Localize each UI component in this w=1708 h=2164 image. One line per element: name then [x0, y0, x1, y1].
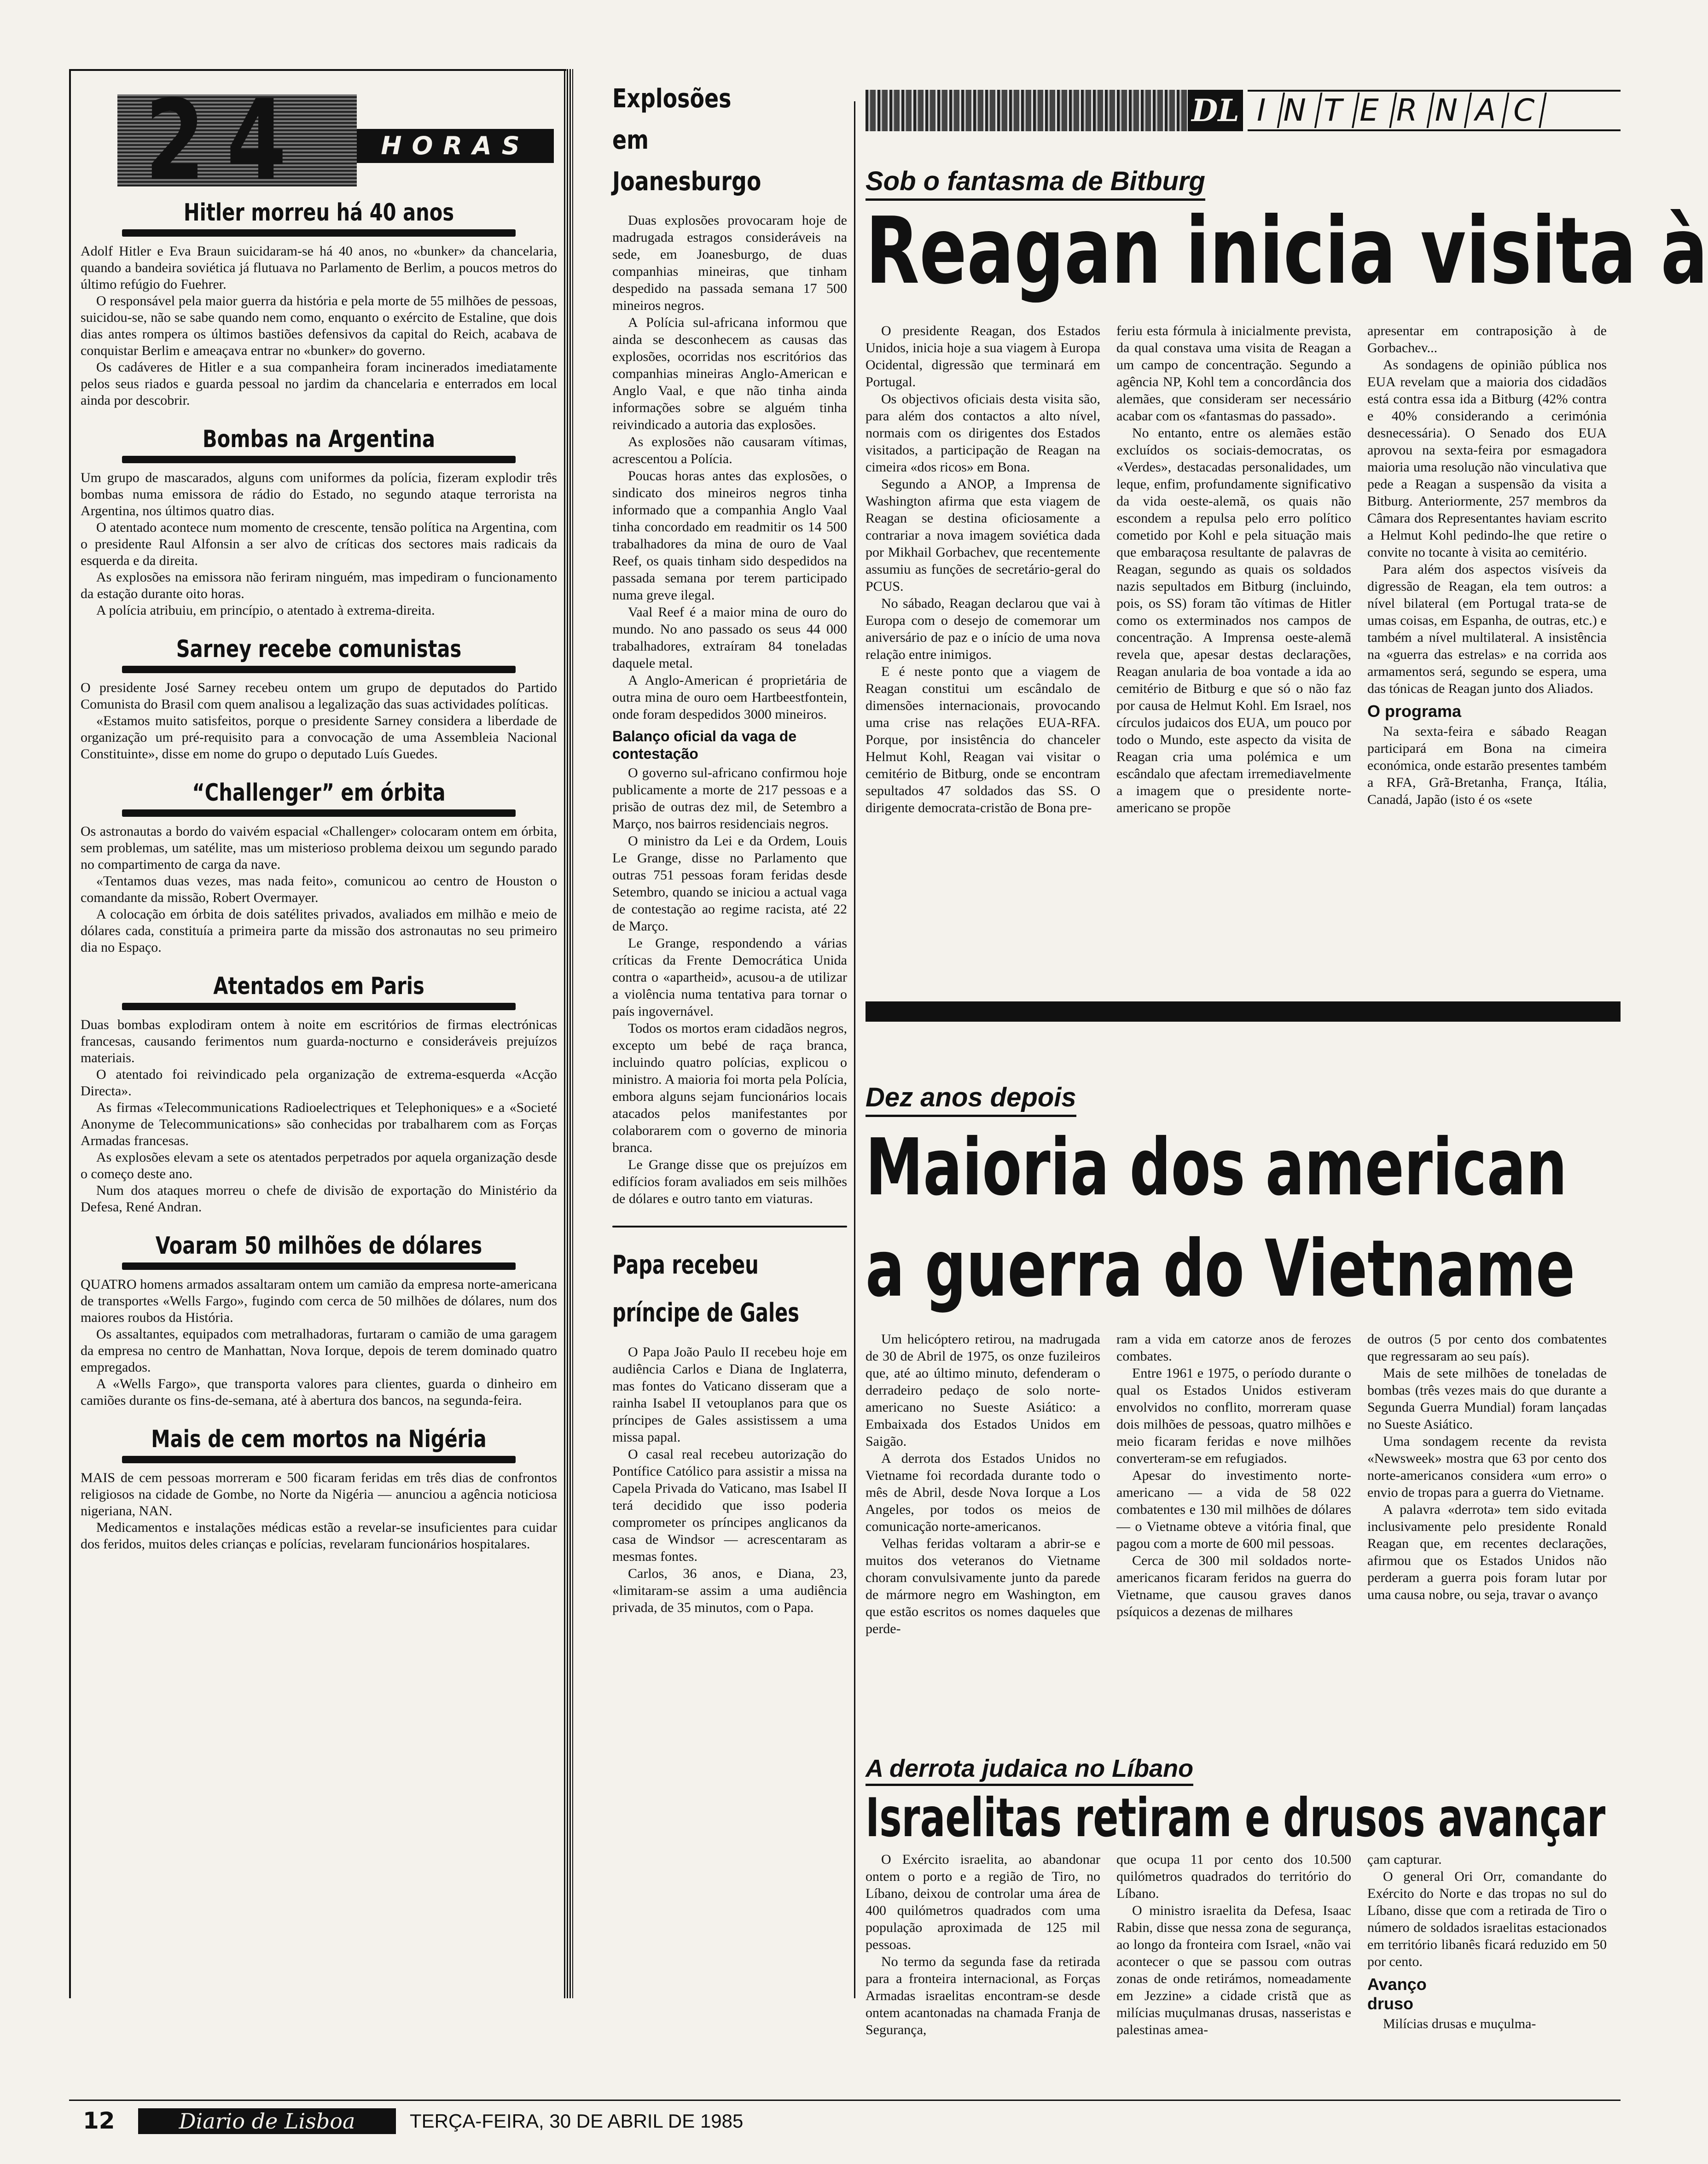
vietname-paragraph: Apesar do investimento norte-americano — a vida de 58 022 combatentes e 130 mil milhões de dólares — o Vietname obteve a vitória final, que pagou com a morte de 600 mil pessoas.: [1116, 1468, 1351, 1551]
libano-paragraph: O general Ori Orr, comandante do Exército do Norte e das tropas no sul do Líbano, disse que com a retirada de Tiro o número de soldados israelitas estacionados em território libanês ficará reduzido em 50 por cento.: [1367, 1869, 1607, 1969]
brief-paragraph: Duas bombas explodiram ontem à noite em escritórios de firmas electrónicas francesas, causando ferimentos num guarda-nocturno e consideráveis prejuízos materiais.: [81, 1017, 557, 1065]
explosoes-headline-line-1: Explosões: [612, 84, 732, 114]
section-title-internacional: [1248, 90, 1621, 131]
brief-story: [81, 198, 557, 409]
headline-underline-bar: [122, 809, 516, 817]
logo-numbers: 24: [145, 76, 308, 205]
brief-headline: Sarney recebe comunistas: [176, 635, 462, 663]
explosoes-paragraph: A Polícia sul-africana informou que ainda se desconhecem as causas das explosões, ocorridas nos escritórios das companhias mineiras Anglo-American e Anglo Vaal, e que não tinha ainda informações sobre se alguém tinha reivindicado a autoria das explosões.: [612, 315, 847, 432]
reagan-paragraph: feriu esta fórmula à inicialmente prevista, da qual constava uma visita de Reagan a um campo de concentração. Segundo a agência NP, Kohl tem a concordância dos alemães, que consideram ser necessário acabar com os «fantasmas do passado».: [1116, 323, 1351, 424]
reagan-paragraph: E é neste ponto que a viagem de Reagan constitui um escândalo de dimensões internacionais, provocando uma crise nas relações EUA-RFA. Porque, por insistência do chanceler Helmut Kohl, Reagan vai visitar o cemitério de Bitburg, onde se encontram sepultados 47 soldados das SS. O dirigente democrata-cristão de Bona pre-: [866, 664, 1100, 815]
issue-date: TERÇA-FEIRA, 30 DE ABRIL DE 1985: [410, 2110, 744, 2132]
libano-paragraph: O ministro israelita da Defesa, Isaac Rabin, disse que nessa zona de segurança, ao longo da fronteira com Israel, «não vai acontecer o que se passou com outras zonas de onde retirámos, nomeadamente em Jezzine» a cidade cristã que as milícias muçulmanas drusas, nasseristas e palestinas amea-: [1116, 1903, 1351, 2037]
brief-paragraph: Os astronautas a bordo do vaivém espacial «Challenger» colocaram ontem em órbita, sem problemas, um satélite, mas um misterioso problema deixou um segundo parado no compartimento de carga da nave.: [81, 824, 557, 872]
explosoes-paragraph: As explosões não causaram vítimas, acrescentou a Polícia.: [612, 434, 847, 466]
libano-text-col-1: [866, 1851, 1100, 2038]
libano-paragraph: çam capturar.: [1367, 1852, 1442, 1867]
explosoes-paragraph: O governo sul-africano confirmou hoje publicamente a morte de 217 pessoas e a prisão de outras dez mil, de Setembro a Março, nos bairros residenciais negros.: [612, 765, 847, 832]
explosoes-paragraph: O ministro da Lei e da Ordem, Louis Le Grange, disse no Parlamento que outras 751 pessoas foram feridas desde Setembro, quando se iniciou a actual vaga de contestação ao regime racista, até 22 de Março.: [612, 833, 847, 934]
middle-news-column: [612, 78, 847, 2003]
vietname-paragraph: Cerca de 300 mil soldados norte-americanos ficaram feridos na guerra do Vietname, que causou graves danos psíquicos a dezenas de milhares: [1116, 1553, 1351, 1619]
brief-headline: Voaram 50 milhões de dólares: [155, 1232, 482, 1260]
reagan-after-subhead: Na sexta-feira e sábado Reagan participará em Bona na cimeira económica, onde estarão presentes também a RFA, Grã-Bretanha, França, Itália, Canadá, Japão (isto é os «sete: [1367, 724, 1607, 807]
brief-headline: Bombas na Argentina: [202, 425, 436, 453]
brief-story: [81, 634, 557, 762]
explosoes-paragraph: Poucas horas antes das explosões, o sindicato dos mineiros negros tinha informado que a companhia Anglo Vaal tinha concordado em readmitir os 14 500 trabalhadores da mina de ouro de Vaal Reef, os quais tinham sido despedidos na passada semana por terem participado numa greve ilegal.: [612, 468, 847, 603]
left-frame-left-line: [69, 69, 71, 1998]
section-logo-dl: DL: [1188, 90, 1243, 131]
vietname-paragraph: Mais de sete milhões de toneladas de bombas (três vezes mais do que durante a Segunda Guerra Mundial) foram lançadas no Sueste Asiático.: [1367, 1366, 1607, 1432]
brief-paragraph: O responsável pela maior guerra da história e pela morte de 55 milhões de pessoas, suicidou-se, não se sabe quando nem como, enquanto o exército de Estaline, que dois dias antes rompera os últimos bastiões defensivos da capital do Reich, acabava de conquistar Berlim e ameaçava entrar no «bunker» do governo.: [81, 293, 557, 358]
left-frame-right-line: [564, 69, 573, 1998]
left-news-column: [81, 198, 557, 1998]
page-footer: [69, 2100, 1621, 2152]
brief-story: [81, 971, 557, 1216]
vietname-text-col-3: [1367, 1331, 1607, 1603]
headline-underline-bar: [122, 229, 516, 237]
brief-paragraph: Num dos ataques morreu o chefe de divisão de exportação do Ministério da Defesa, René Andran.: [81, 1183, 557, 1215]
reagan-bottom-bar: [866, 1001, 1621, 1022]
vietname-paragraph: Um helicóptero retirou, na madrugada de 30 de Abril de 1975, os onze fuzileiros que, até ao último minuto, defenderam o derradeiro pedaço de solo norte-americano no Sueste Asiático: a Embaixada dos Estados Unidos em Saigão.: [866, 1332, 1100, 1449]
vietname-paragraph: ram a vida em catorze anos de ferozes combates.: [1116, 1332, 1351, 1364]
vietname-paragraph: Entre 1961 e 1975, o período durante o qual os Estados Unidos estiveram envolvidos no conflito, morreram quase dois milhões de pessoas, quatro milhões e meio ficaram feridas e nove milhões converteram-se em refugiados.: [1116, 1366, 1351, 1466]
reagan-paragraph: As sondagens de opinião pública nos EUA revelam que a maioria dos cidadãos está contra essa ida a Bitburg (42% contra e 40% considerando a cerimónia desnecessária). O Senado dos EUA aprovou na sexta-feira por esmagadora maioria uma resolução não vinculativa que pede a Reagan a suspensão da visita a Bitburg. Anteriormente, 257 membros da Câmara dos Representantes haviam escrito a Helmut Kohl pedindo-lhe que retire o convite no tocante à visita ao cemitério.: [1367, 357, 1607, 560]
brief-paragraph: As firmas «Telecommunications Radioelectriques et Telephoniques» e a «Societé Anonyme de Telecommunications» são conhecidas por trabalharem com as Forças Armadas francesas.: [81, 1100, 557, 1148]
headline-underline-bar: [122, 456, 516, 463]
libano-headline: Israelitas retiram e drusos avançar: [866, 1787, 1606, 1849]
vietname-headline-line-1: Maioria dos american: [866, 1122, 1568, 1213]
brief-story: [81, 1231, 557, 1409]
vietname-headline: [866, 1117, 1575, 1320]
brief-paragraph: «Tentamos duas vezes, mas nada feito», comunicou ao centro de Houston o comandante da missão, Robert Overmayer.: [81, 873, 557, 905]
papa-headline-line-1: Papa recebeu: [612, 1250, 759, 1280]
papa-headline-line-2: príncipe de Gales: [612, 1298, 799, 1328]
reagan-paragraph: No sábado, Reagan declarou que vai à Europa com o desejo de comemorar um aniversário de paz e o início de uma nova relação entre inimigos.: [866, 596, 1100, 662]
brief-paragraph: As explosões na emissora não feriram ninguém, mas impediram o funcionamento da estação durante oito horas.: [81, 570, 557, 601]
papa-divider: [612, 1226, 847, 1227]
reagan-paragraph: O presidente Reagan, dos Estados Unidos, inicia hoje a sua viagem à Europa Ocidental, digressão que terminará em Portugal.: [866, 323, 1100, 390]
brief-story: [81, 425, 557, 619]
explosoes-headline-line-3: Joanesburgo: [612, 167, 761, 197]
brief-paragraph: Adolf Hitler e Eva Braun suicidaram-se há 40 anos, no «bunker» da chancelaria, quando a bandeira soviética já flutuava no Parlamento de Berlim, a poucos metros do último refúgio do Fuehrer.: [81, 244, 557, 292]
brief-paragraph: A colocação em órbita de dois satélites privados, avaliados em milhão e meio de dólares cada, constituía a primeira parte da missão dos astronautas no seu primeiro dia no Espaço.: [81, 907, 557, 955]
vietname-paragraph: A palavra «derrota» tem sido evitada inclusivamente pelo presidente Ronald Reagan que, em recentes declarações, afirmou que os Estados Unidos não perderam a guerra pois foram lutar por uma causa nobre, ou seja, travar o avanço: [1367, 1502, 1607, 1602]
brief-paragraph: A polícia atribuiu, em princípio, o atentado à extrema-direita.: [96, 603, 435, 618]
reagan-paragraph: Para além dos aspectos visíveis da digressão de Reagan, ela tem outros: a nível bilateral (em Portugal trata-se de umas coisas, em Espanha, de outras, etc.) e também a nível multilateral. A insistência na «guerra das estrelas» e na corrida aos armamentos será, segundo se espera, uma das tónicas de Reagan junto dos Aliados.: [1367, 562, 1607, 696]
reagan-subhead: O programa: [1367, 702, 1462, 721]
reagan-text-col-3: [1367, 322, 1607, 808]
libano-text-col-3: [1367, 1851, 1607, 2032]
explosoes-paragraph: A Anglo-American é proprietária de outra mina de ouro oem Hartbeestfontein, onde foram despedidos 3000 mineiros.: [612, 673, 847, 722]
brief-paragraph: MAIS de cem pessoas morreram e 500 ficaram feridas em três dias de confrontos religiosos na cidade de Gombe, no Norte da Nigéria — anunciou a agência noticiosa nigeriana, NAN.: [81, 1470, 557, 1518]
reagan-text-col-2: [1116, 322, 1351, 816]
libano-paragraph: O Exército israelita, ao abandonar ontem o porto e a região de Tiro, no Líbano, deixou de controlar uma área de 400 quilómetros quadrados com uma população aproximada de 125 mil pessoas.: [866, 1852, 1100, 1952]
explosoes-paragraph: Vaal Reef é a maior mina de ouro do mundo. No ano passado os seus 44 000 trabalhadores, extraíram 84 toneladas daquele metal.: [612, 605, 847, 671]
brief-paragraph: O atentado foi reivindicado pela organização de extrema-esquerda «Acção Directa».: [81, 1067, 557, 1099]
vietname-headline-line-2: a guerra do Vietname: [866, 1223, 1575, 1315]
libano-kicker: A derrota judaica no Líbano: [866, 1754, 1193, 1786]
middle-column-right-rule: [854, 101, 855, 1998]
brief-headline: Mais de cem mortos na Nigéria: [151, 1425, 487, 1453]
logo-word: HORAS: [357, 129, 554, 163]
vietname-paragraph: Velhas feridas voltaram a abrir-se e muitos dos veteranos do Vietname choram convulsivamente junto da parede de mármore negro em Washington, em que estão escritos os nomes daqueles que perde-: [866, 1536, 1100, 1636]
reagan-kicker: Sob o fantasma de Bitburg: [866, 166, 1205, 201]
vietname-text-col-2: [1116, 1331, 1351, 1620]
logo-24-horas: [117, 76, 559, 205]
headline-underline-bar: [122, 1262, 516, 1270]
vietname-paragraph: Uma sondagem recente da revista «Newsweek» mostra que 63 por cento dos norte-americanos considera «um erro» o envio de tropas para a guerra do Vietname.: [1367, 1434, 1607, 1500]
brief-story: [81, 1425, 557, 1553]
brief-paragraph: Um grupo de mascarados, alguns com uniformes da polícia, fizeram explodir três bombas numa emissora de rádio do Estado, no segundo ataque terrorista na Argentina, nos últimos quatro dias.: [81, 470, 557, 518]
brief-paragraph: O presidente José Sarney recebeu ontem um grupo de deputados do Partido Comunista do Brasil com quem analisou a legalização das suas actividades políticas.: [81, 680, 557, 712]
section-header-pattern: [866, 90, 1188, 131]
brief-paragraph: Os cadáveres de Hitler e a sua companheira foram incinerados imediatamente pelos seus riados e guarda pessoal no jardim da chancelaria e enterrados em local ainda por descobrir.: [81, 360, 557, 408]
vietname-paragraph: A derrota dos Estados Unidos no Vietname foi recordada durante todo o mês de Abril, desde Nova Iorque a Los Angeles, por todos os meios de comunicação norte-americanos.: [866, 1451, 1100, 1534]
section-header-band: [866, 85, 1621, 136]
libano-subhead: Avanço druso: [1367, 1975, 1427, 2013]
reagan-paragraph: Segundo a ANOP, a Imprensa de Washington afirma que esta viagem de Reagan se destina oficiosamente a contrariar a nova imagem soviética dada por Mikhail Gorbachev, que recentemente assumiu as funções de secretário-geral do PCUS.: [866, 477, 1100, 594]
vietname-paragraph: de outros (5 por cento dos combatentes que regressaram ao seu país).: [1367, 1332, 1607, 1364]
section-title-text: INTERNAC: [1248, 93, 1552, 128]
headline-underline-bar: [122, 1456, 516, 1463]
headline-underline-bar: [122, 1003, 516, 1010]
papa-headline: [612, 1241, 799, 1337]
vietname-story: [866, 1082, 1621, 1750]
brief-paragraph: Medicamentos e instalações médicas estão a revelar-se insuficientes para cuidar dos feridos, muitos deles crianças e polícias, revelaram funcionários hospitalares.: [81, 1520, 557, 1552]
reagan-headline: Reagan inicia visita à: [866, 198, 1708, 305]
reagan-paragraph: No entanto, entre os alemães estão excluídos os sociais-democratas, os «Verdes», destacadas personalidades, um leque, enfim, profundamente significativo da vida oeste-alemã, os quais não escondem a repulsa pelo erro político cometido por Kohl e pela situação mais que embaraçosa resultante de palavras de Reagan, segundo as quais os soldados nazis sepultados em Bitburg (incluindo, pois, os SS) foram tão vítimas de Hitler como os exterminados nos campos de concentração. A Imprensa oeste-alemã revela que, apesar destas declarações, Reagan anularia de boa vontade a ida ao cemitério de Bitburg e que só o não faz por causa de Helmut Kohl. Em Israel, nos círculos judaicos dos EUA, um pouco por todo o Mundo, este aspecto da visita de Reagan cria uma polémica e um escândalo que afectam irremediavelmente a imagem que o presidente norte-americano se propõe: [1116, 425, 1351, 815]
libano-paragraph: que ocupa 11 por cento dos 10.500 quilómetros quadrados do território do Líbano.: [1116, 1852, 1351, 1901]
reagan-text-col-1: [866, 322, 1100, 816]
brief-headline: “Challenger” em órbita: [192, 779, 446, 807]
brief-paragraph: QUATRO homens armados assaltaram ontem um camião da empresa norte-americana de transportes «Wells Fargo», fugindo com cerca de 50 milhões de dólares, num dos maiores roubos da História.: [81, 1277, 557, 1325]
brief-paragraph: Os assaltantes, equipados com metralhadoras, furtaram o camião de uma garagem da empresa no centro de Manhattan, Nova Iorque, depois de terem dominado quatro empregados.: [81, 1326, 557, 1375]
left-frame-top-line: [69, 69, 566, 71]
brief-paragraph: O atentado acontece num momento de crescente, tensão política na Argentina, com o presidente Raul Alfonsin a ser alvo de críticas dos sectores mais radicais da esquerda e da direita.: [81, 520, 557, 568]
explosoes-paragraph: Duas explosões provocaram hoje de madrugada estragos consideráveis na sede, em Joanesburgo, de duas companhias mineiras, que tinham despedido na passada semana 17 500 mineiros negros.: [612, 213, 847, 313]
vietname-text-col-1: [866, 1331, 1100, 1637]
page-number: 12: [83, 2107, 115, 2134]
explosoes-paragraph: Todos os mortos eram cidadãos negros, excepto um bebé de raça branca, incluindo quatro polícias, explicou o ministro. A maioria foi morta pela Polícia, embora alguns sejam funcionários locais atacados pelos manifestantes por colaborarem com o governo de minoria branca.: [612, 1021, 847, 1155]
brief-headline: Atentados em Paris: [213, 972, 424, 1000]
brief-paragraph: As explosões elevam a sete os atentados perpetrados por aquela organização desde o começo deste ano.: [81, 1150, 557, 1181]
paper-name-logo: Diario de Lisboa: [138, 2108, 396, 2134]
explosoes-paragraph: Le Grange, respondendo a várias críticas da Frente Democrática Unida contra o «apartheid», acusou-a de utilizar a violência numa tentativa para tornar o país ingovernável.: [612, 936, 847, 1019]
explosoes-paragraph: Le Grange disse que os prejuízos em edifícios foram avaliados em seis milhões de dólares e outro tanto em viaturas.: [612, 1157, 847, 1206]
reagan-paragraph: apresentar em contraposição à de Gorbachev...: [1367, 323, 1607, 355]
libano-after-subhead: Milícias drusas e muçulma-: [1383, 2016, 1536, 2031]
papa-paragraph: O casal real recebeu autorização do Pontífice Católico para assistir a missa na Capela Privada do Vaticano, mas Isabel II terá decidido que isso poderia comprometer os príncipes anglicanos da casa de Windsor — acrescentaram as mesmas fontes.: [612, 1447, 847, 1564]
brief-headline: Hitler morreu há 40 anos: [183, 199, 454, 227]
reagan-story: [866, 166, 1708, 1027]
papa-paragraph: O Papa João Paulo II recebeu hoje em audiência Carlos e Diana de Inglaterra, mas fontes do Vaticano disseram que a rainha Isabel II vetouplanos para que os príncipes de Gales assistissem a uma missa papal.: [612, 1344, 847, 1445]
libano-text-col-2: [1116, 1851, 1351, 2038]
brief-story: [81, 778, 557, 956]
libano-story: [866, 1754, 1621, 2037]
libano-paragraph: No termo da segunda fase da retirada para a fronteira internacional, as Forças Armadas israelitas encontram-se desde ontem acantonadas na chamada Franja de Segurança,: [866, 1954, 1100, 2037]
explosoes-headline: [612, 78, 805, 203]
brief-paragraph: «Estamos muito satisfeitos, porque o presidente Sarney considera a liberdade de organização um pré-requisito para a convocação de uma Assembleia Nacional Constituinte», disse em nome do grupo o deputado Luís Guedes.: [81, 713, 557, 762]
headline-underline-bar: [122, 666, 516, 673]
brief-paragraph: A «Wells Fargo», que transporta valores para clientes, guarda o dinheiro em camiões durante os fins-de-semana, até à abertura dos bancos, na segunda-feira.: [81, 1376, 557, 1408]
explosoes-headline-line-2: em: [612, 125, 649, 155]
papa-paragraph: Carlos, 36 anos, e Diana, 23, «limitaram-se assim a uma audiência privada, de 35 minutos, com o Papa.: [612, 1566, 847, 1615]
reagan-paragraph: Os objectivos oficiais desta visita são, para além dos contactos a alto nível, normais com os dirigentes dos Estados visitados, a participação de Reagan na cimeira «dos ricos» em Bona.: [866, 391, 1100, 475]
explosoes-subhead: Balanço oficial da vaga de contestação: [612, 728, 797, 762]
vietname-kicker: Dez anos depois: [866, 1082, 1076, 1117]
